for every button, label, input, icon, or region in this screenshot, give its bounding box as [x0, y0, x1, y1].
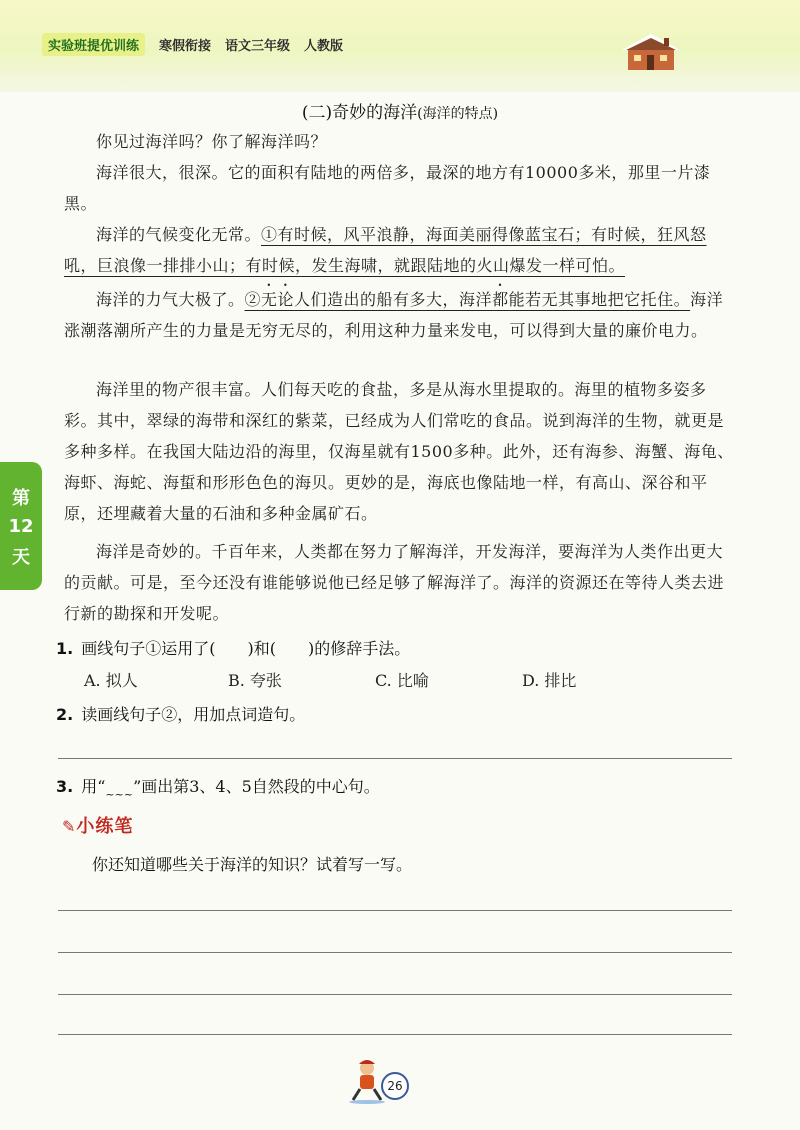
option-b[interactable]: B. 夸张: [228, 671, 282, 690]
question-3-open: 用“: [81, 777, 106, 796]
writing-line-4[interactable]: [58, 1034, 732, 1035]
paragraph-6: 海洋是奇妙的。千百年来，人类都在努力了解海洋，开发海洋，要海洋为人类作出更大的贡献。可是，至今还没有谁能够说他已经足够了解海洋了。海洋的资源还在等待人类去进行新的勘探和开发呢。: [64, 542, 725, 623]
practice-label: [62, 812, 133, 838]
page-header: [0, 0, 800, 92]
option-d[interactable]: D. 排比: [522, 671, 577, 690]
paragraph-5: 海洋里的物产很丰富。人们每天吃的食盐，多是从海水里提取的。海里的植物多姿多彩。其中，翠绿的海带和深红的紫菜，已经成为人们常吃的食品。说到海洋的生物，就更是多种多样。在我国大陆边沿的海里，仅海星就有1500多种。此外，还有海参、海蟹、海龟、海虾、海蛇、海蜇和形形色色的海贝。更妙的是，海底也像陆地一样，有高山、深谷和平原，还埋藏着大量的石油和多种金属矿石。: [64, 380, 734, 523]
paragraph-4: [64, 281, 734, 346]
passage-title: [0, 98, 800, 123]
day-tab-number: 12: [8, 515, 34, 537]
underlined-sentence-1: ①有时候，风平浪静，海面美丽得像蓝宝石；有时候，狂风怒吼，巨浪像一排排小山；有时候，发生海啸，就跟陆地的火山爆发一样可怕。: [64, 225, 707, 275]
question-1-text: 画线句子①运用了( )和( )的修辞手法。: [81, 639, 411, 658]
day-tab: [0, 462, 42, 590]
question-1: [56, 636, 410, 659]
underlined-sentence-2: [245, 290, 691, 309]
question-3-text: ”画出第3、4、5自然段的中心句。: [133, 777, 380, 796]
writing-line-3[interactable]: [58, 994, 732, 995]
answer-line-q2[interactable]: [58, 758, 732, 759]
pencil-icon: ✎: [62, 817, 77, 836]
paragraph-4-lead: 海洋的力气大极了。: [96, 290, 245, 309]
wavy-line-symbol: ~~~: [105, 788, 134, 801]
header-bar: [42, 30, 343, 58]
writing-line-1[interactable]: [58, 910, 732, 911]
page-number: 26: [381, 1072, 409, 1100]
day-tab-prefix: 第: [12, 487, 30, 509]
paragraph-3: [64, 219, 734, 281]
sentence-2-marker: ②: [244, 290, 262, 309]
paragraph-3-lead: 海洋的气候变化无常。: [96, 225, 262, 244]
house-icon: [620, 32, 682, 72]
sentence-2-middle: 人们造出的船有多大，海洋: [294, 290, 493, 309]
title-sub: (海洋的特点): [417, 106, 499, 122]
day-tab-suffix: 天: [12, 546, 30, 568]
sentence-2-end: 能若无其事地把它托住。: [508, 290, 691, 309]
paragraph-1: 你见过海洋吗？你了解海洋吗？: [96, 132, 328, 151]
option-a[interactable]: A. 拟人: [84, 671, 138, 690]
title-main: (二)奇妙的海洋: [301, 103, 418, 123]
brand-title: 实验班提优训练: [42, 33, 145, 56]
question-2-text: 读画线句子②，用加点词造句。: [81, 705, 306, 724]
question-1-number: 1.: [56, 639, 74, 658]
dotted-word-dou: 都: [492, 290, 509, 309]
practice-prompt: 你还知道哪些关于海洋的知识？试着写一写。: [92, 855, 413, 874]
paragraph-2: 海洋很大，很深。它的面积有陆地的两倍多，最深的地方有10000多米，那里一片漆黑。: [64, 163, 711, 213]
dotted-word-wulun: 无论: [261, 290, 295, 309]
question-2: [56, 702, 305, 725]
practice-label-text: 小练笔: [76, 816, 134, 837]
paragraph-4-rest: 海洋涨潮落潮所产生的力量是无穷无尽的，利用这种力量来发电，可以得到大量的廉价电力。: [64, 290, 724, 340]
series-name: 寒假衔接: [159, 38, 212, 54]
option-c[interactable]: C. 比喻: [375, 671, 429, 690]
edition: 人教版: [304, 38, 344, 54]
question-3: [56, 774, 380, 801]
subject-grade: 语文三年级: [225, 38, 291, 54]
question-2-number: 2.: [56, 705, 74, 724]
writing-line-2[interactable]: [58, 952, 732, 953]
question-3-number: 3.: [56, 777, 74, 796]
